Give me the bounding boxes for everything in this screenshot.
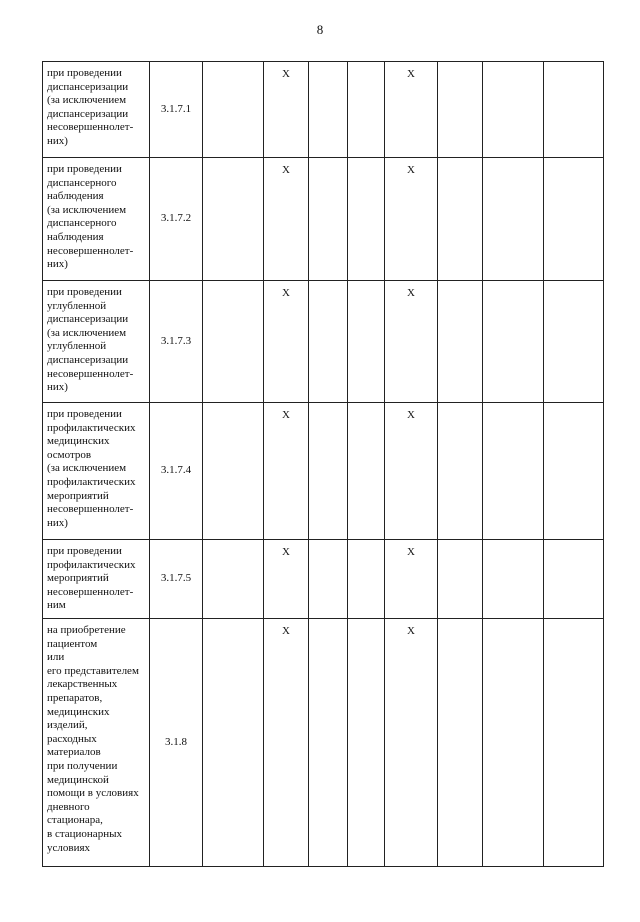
empty-cell	[348, 158, 385, 281]
data-table	[42, 61, 604, 867]
empty-cell	[438, 158, 483, 281]
empty-cell	[438, 62, 483, 158]
empty-cell	[544, 540, 604, 619]
x-mark: X	[385, 281, 438, 403]
row-description: при проведении профилактических медицинских осмотров (за исключением профилактических мероприятий несовершеннолет- них)	[43, 403, 150, 540]
row-description: при проведении углубленной диспансеризации (за исключением углубленной диспансеризации несовершеннолет- них)	[43, 281, 150, 403]
empty-cell	[544, 403, 604, 540]
empty-cell	[309, 403, 348, 540]
row-code: 3.1.7.5	[150, 540, 203, 619]
empty-cell	[483, 619, 544, 867]
empty-cell	[309, 62, 348, 158]
empty-cell	[348, 540, 385, 619]
x-mark: X	[385, 158, 438, 281]
x-mark: X	[264, 158, 309, 281]
empty-cell	[203, 619, 264, 867]
row-description: при проведении диспансерного наблюдения (за исключением диспансерного наблюдения несовершеннолет- них)	[43, 158, 150, 281]
table-row	[43, 619, 604, 867]
empty-cell	[483, 158, 544, 281]
empty-cell	[203, 281, 264, 403]
x-mark: X	[264, 281, 309, 403]
table-row	[43, 403, 604, 540]
table-body	[43, 62, 604, 867]
empty-cell	[309, 619, 348, 867]
row-description: при проведении профилактических мероприятий несовершеннолет- ним	[43, 540, 150, 619]
empty-cell	[203, 403, 264, 540]
empty-cell	[348, 619, 385, 867]
empty-cell	[438, 540, 483, 619]
empty-cell	[544, 158, 604, 281]
x-mark: X	[264, 62, 309, 158]
empty-cell	[309, 540, 348, 619]
row-code: 3.1.7.3	[150, 281, 203, 403]
table-row	[43, 540, 604, 619]
row-code: 3.1.7.2	[150, 158, 203, 281]
x-mark: X	[264, 540, 309, 619]
x-mark: X	[385, 619, 438, 867]
empty-cell	[438, 403, 483, 540]
empty-cell	[544, 62, 604, 158]
x-mark: X	[264, 403, 309, 540]
empty-cell	[348, 403, 385, 540]
x-mark: X	[385, 62, 438, 158]
table-row	[43, 62, 604, 158]
table-row	[43, 158, 604, 281]
row-code: 3.1.7.4	[150, 403, 203, 540]
row-code: 3.1.8	[150, 619, 203, 867]
empty-cell	[348, 62, 385, 158]
x-mark: X	[264, 619, 309, 867]
row-code: 3.1.7.1	[150, 62, 203, 158]
empty-cell	[483, 403, 544, 540]
table-row	[43, 281, 604, 403]
empty-cell	[203, 158, 264, 281]
empty-cell	[483, 281, 544, 403]
empty-cell	[203, 62, 264, 158]
page-number: 8	[316, 22, 324, 37]
empty-cell	[309, 281, 348, 403]
empty-cell	[203, 540, 264, 619]
empty-cell	[483, 540, 544, 619]
empty-cell	[309, 158, 348, 281]
row-description: на приобретение пациентом или его представителем лекарственных препаратов, медицинских изделий, расходных материалов при получении медицинской помощи в условиях дневного стационара, в стационарных условиях	[43, 619, 150, 867]
row-description: при проведении диспансеризации (за исключением диспансеризации несовершеннолет- них)	[43, 62, 150, 158]
empty-cell	[544, 619, 604, 867]
empty-cell	[438, 619, 483, 867]
x-mark: X	[385, 540, 438, 619]
empty-cell	[348, 281, 385, 403]
empty-cell	[483, 62, 544, 158]
x-mark: X	[385, 403, 438, 540]
empty-cell	[438, 281, 483, 403]
empty-cell	[544, 281, 604, 403]
